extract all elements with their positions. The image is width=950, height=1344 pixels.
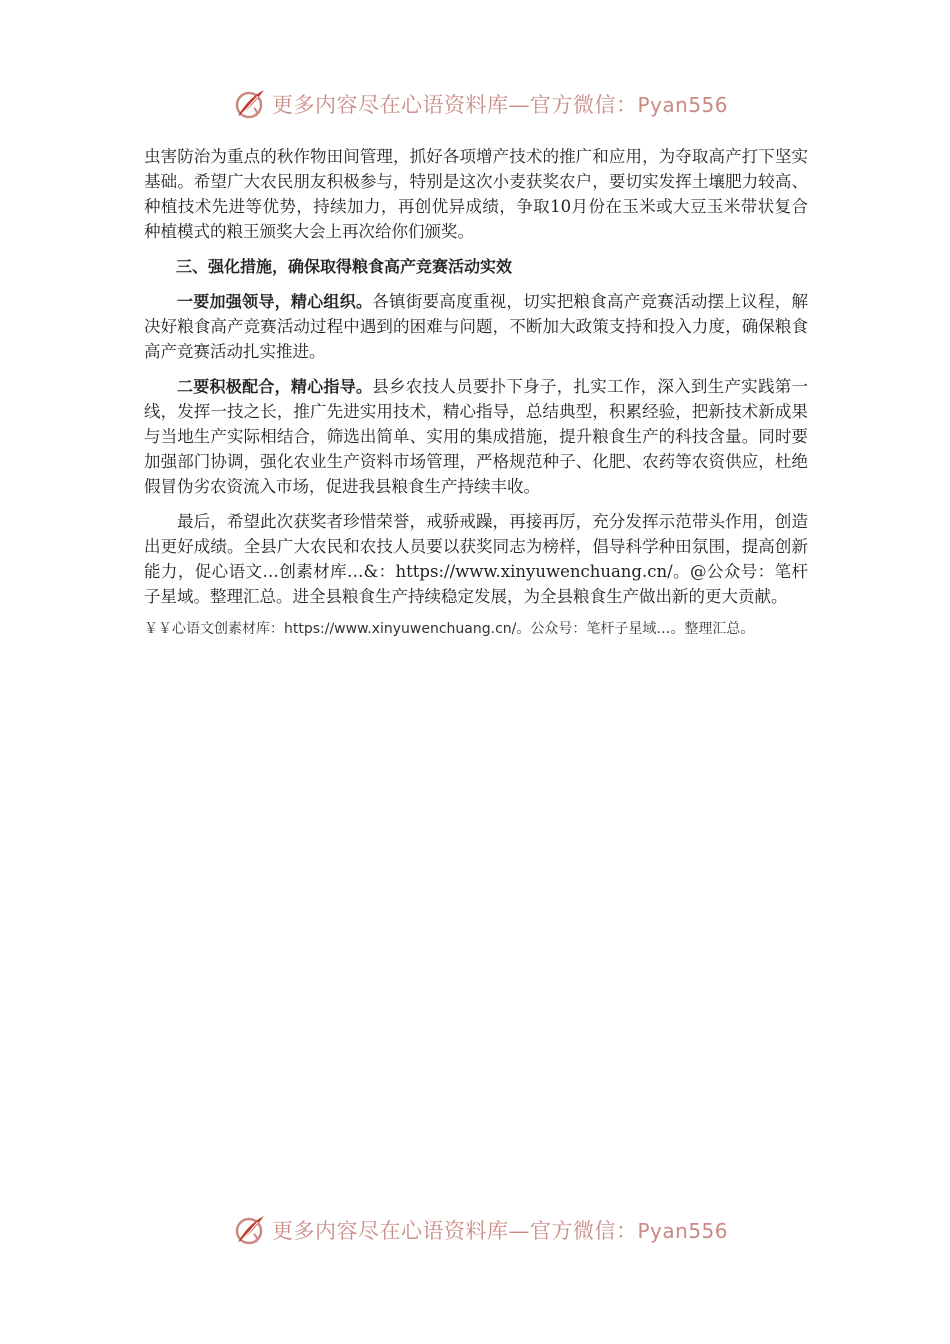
header-banner bbox=[0, 82, 950, 126]
paragraph-closing: 最后，希望此次获奖者珍惜荣誉，戒骄戒躁，再接再厉，充分发挥示范带头作用，创造出更好成绩。全县广大农民和农技人员要以获奖同志为榜样，倡导科学种田氛围，提高创新能力，促心语文…创素材库…&：https://www.xinyuwenchuang.cn/。@公众号：笔杆子星域。整理汇总。进全县粮食生产持续稳定发展，为全县粮食生产做出新的更大贡献。 bbox=[144, 512, 808, 606]
banner-text-cn: 更多内容尽在心语资料库—官方微信： bbox=[271, 93, 638, 117]
banner-wechat-id-bottom: Pyan556 bbox=[637, 1219, 728, 1243]
section-heading-3: 三、强化措施，确保取得粮食高产竞赛活动实效 bbox=[176, 257, 513, 276]
banner-inner bbox=[232, 86, 728, 122]
banner-inner-bottom bbox=[232, 1212, 728, 1248]
quill-pen-logo-icon bbox=[232, 1212, 268, 1248]
paragraph-cooperate-guide bbox=[144, 374, 808, 499]
source-note: ￥￥心语文创素材库：https://www.xinyuwenchuang.cn/。公众号：笔杆子星域…。整理汇总。 bbox=[144, 621, 755, 637]
banner-text-cn-bottom: 更多内容尽在心语资料库—官方微信： bbox=[271, 1219, 638, 1243]
paragraph-cooperate-guide-title: 二要积极配合，精心指导。 bbox=[177, 377, 373, 396]
paragraph-lead-organize bbox=[144, 289, 808, 364]
paragraph-continuation: 虫害防治为重点的秋作物田间管理，抓好各项增产技术的推广和应用，为夺取高产打下坚实基础。希望广大农民朋友积极参与，特别是这次小麦获奖农户，要切实发挥土壤肥力较高、种植技术先进等优势，持续加力，再创优异成绩，争取10月份在玉米或大豆玉米带状复合种植模式的粮王颁奖大会上再次给你们颁奖。 bbox=[144, 147, 808, 241]
banner-text-bottom bbox=[272, 1215, 728, 1245]
paragraph-cooperate-guide-body: 县乡农技人员要扑下身子，扎实工作，深入到生产实践第一线，发挥一技之长，推广先进实用技术，精心指导，总结典型，积累经验，把新技术新成果与当地生产实际相结合，筛选出简单、实用的集成措施，提升粮食生产的科技含量。同时要加强部门协调，强化农业生产资料市场管理，严格规范种子、化肥、农药等农资供应，杜绝假冒伪劣农资流入市场，促进我县粮食生产持续丰收。 bbox=[144, 377, 808, 496]
quill-pen-logo-icon bbox=[232, 86, 268, 122]
banner-text bbox=[272, 89, 728, 119]
paragraph-lead-organize-body: 各镇街要高度重视，切实把粮食高产竞赛活动摆上议程，解决好粮食高产竞赛活动过程中遇到的困难与问题，不断加大政策支持和投入力度，确保粮食高产竞赛活动扎实推进。 bbox=[144, 292, 808, 361]
document-body bbox=[144, 144, 808, 641]
footer-banner bbox=[0, 1208, 950, 1252]
paragraph-lead-organize-title: 一要加强领导，精心组织。 bbox=[177, 292, 373, 311]
banner-wechat-id: Pyan556 bbox=[637, 93, 728, 117]
